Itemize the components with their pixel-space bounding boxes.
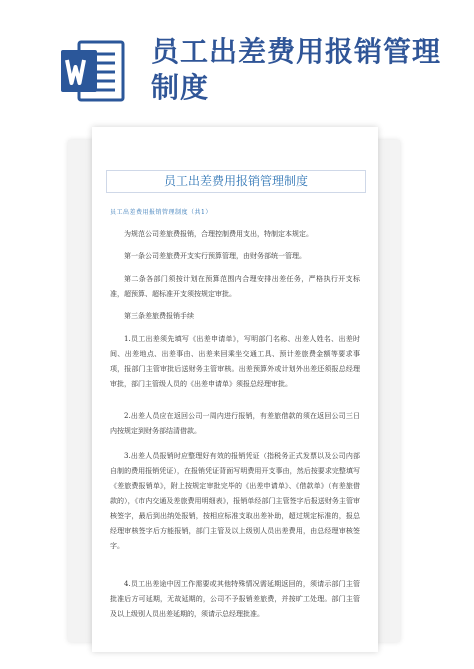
paragraph: 3.出差人员报销时应整理好有效的报销凭证（指税务正式发票以及公司内部自制的费用报销凭证），在报销凭证背面写明费用开支事由，然后按要求完整填写《差旅费报销单》，附上按规定审批完毕的《出差申请单》、《借款单》（有差旅借款的），《市内交通及差旅费用明细表》，报销单经部门主管签字后报送财务主管审核签字，最后到出纳处报销，按相应标准支取出差补助，超过规定标准的，报总经理审核签字后方能报销，部门主管及以上级别人员出差费用，由总经理审核签字。 <box>110 452 360 550</box>
document-subtitle: 员工出差费用报销管理制度（共1） <box>110 209 212 216</box>
header <box>0 0 474 120</box>
paragraph: 2.出差人员应在返回公司一周内进行报销，有差旅借款的须在返回公司三日内按规定到财务部结清借款。 <box>110 412 360 435</box>
paragraph: 第一条公司差旅费开支实行预算管理，由财务部统一管理。 <box>124 252 306 260</box>
document-page <box>92 127 378 652</box>
paragraph: 为规范公司差旅费报销，合理控制费用支出，特制定本规定。 <box>124 230 313 238</box>
paragraph: 第三条差旅费报销手续 <box>124 312 194 320</box>
paragraph: 1.员工出差须先填写《出差申请单》，写明部门名称、出差人姓名、出差时间、出差地点、出差事由、出差来回乘坐交通工具、预计差旅费金额等要求事项，报部门主管审批后送财务主管审核。出差预算外或计划外出差还须报总经理审批，部门主管级人员的《出差申请单》须报总经理审批。 <box>110 335 360 388</box>
document-title: 员工出差费用报销管理制度 <box>151 35 442 104</box>
word-icon <box>57 36 127 106</box>
paragraph: 4.员工出差途中因工作需要或其他特殊情况需延期返回的，须请示部门主管批准后方可延期，无故延期的，公司不予报销差旅费，并按旷工处理。部门主管及以上级别人员出差延期的，须请示总经理批准。 <box>110 580 360 618</box>
document-heading: 员工出差费用报销管理制度 <box>106 170 366 193</box>
paragraph: 第二条各部门须按计划在预算范围内合理安排出差任务，严格执行开支标准，超预算、超标准开支须按规定审批。 <box>110 275 360 298</box>
